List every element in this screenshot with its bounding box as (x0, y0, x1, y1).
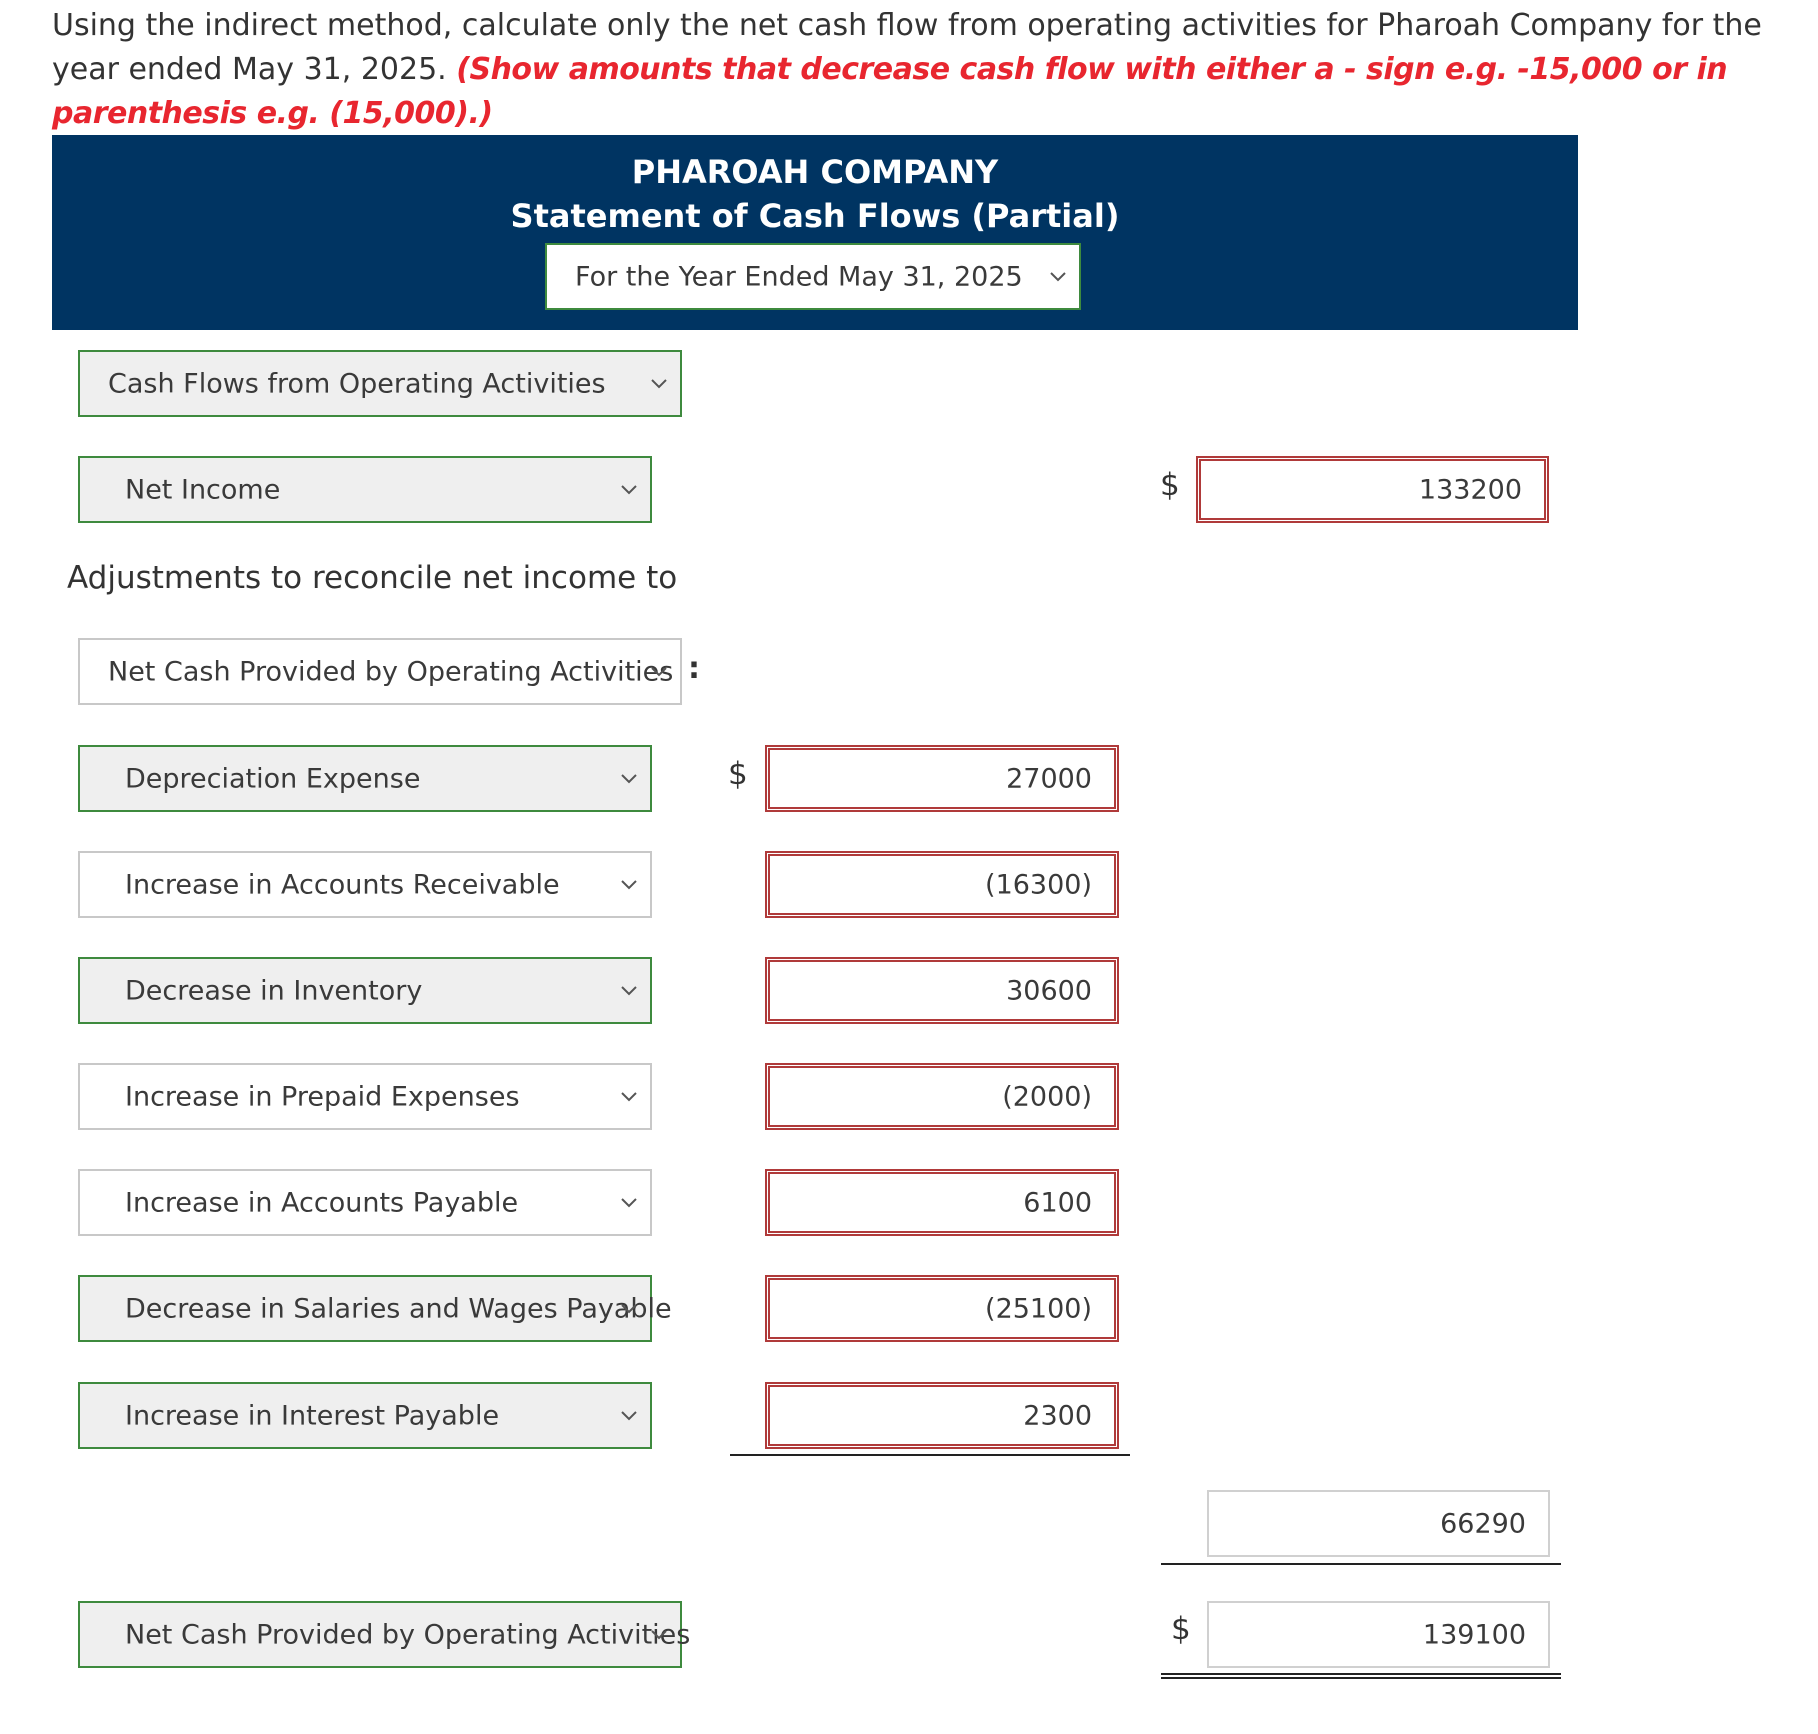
adjustment-row-3-value: 30600 (1006, 975, 1092, 1006)
question-text (52, 4, 1792, 136)
adjustment-row-6-label: Decrease in Salaries and Wages Payable (125, 1293, 672, 1324)
net-cash-label: Net Cash Provided by Operating Activities (125, 1619, 691, 1650)
net-income-label: Net Income (125, 474, 281, 505)
chevron-down-icon (620, 985, 638, 997)
section-heading-value: Cash Flows from Operating Activities (108, 368, 606, 399)
adjustment-row-5-label: Increase in Accounts Payable (125, 1187, 519, 1218)
net-income-value: 133200 (1418, 474, 1522, 505)
chevron-down-icon (620, 1303, 638, 1315)
section-heading-dropdown[interactable] (78, 350, 682, 417)
chevron-down-icon (1049, 271, 1067, 283)
chevron-down-icon (620, 484, 638, 496)
adjustment-row-6-value: (25100) (985, 1293, 1092, 1324)
net-cash-currency: $ (1171, 1611, 1191, 1647)
net-income-currency: $ (1160, 467, 1180, 503)
chevron-down-icon (620, 1091, 638, 1103)
adjustment-row-6-input[interactable] (765, 1275, 1119, 1342)
adjustment-row-3-dropdown[interactable] (78, 957, 652, 1024)
adjustments-colon: : (688, 651, 700, 686)
adjustment-row-4-value: (2000) (1002, 1081, 1092, 1112)
question-hint: (Show amounts that decrease cash flow with either a - sign e.g. -15,000 or in parenthesis e.g. (15,000).) (52, 52, 1728, 131)
adjustment-row-3-label: Decrease in Inventory (125, 975, 423, 1006)
adjustment-row-1-label: Depreciation Expense (125, 763, 421, 794)
chevron-down-icon (650, 378, 668, 390)
net-income-dropdown[interactable] (78, 456, 652, 523)
adjustments-subtotal-rule (730, 1454, 1130, 1456)
adjustment-row-5-dropdown[interactable] (78, 1169, 652, 1236)
adjustment-row-4-input[interactable] (765, 1063, 1119, 1130)
adjustment-row-5-input[interactable] (765, 1169, 1119, 1236)
adjustment-row-6-dropdown[interactable] (78, 1275, 672, 1342)
period-dropdown[interactable] (545, 243, 1081, 310)
chevron-down-icon (650, 666, 668, 678)
company-name: PHAROAH COMPANY (631, 153, 999, 191)
adjustment-row-3-input[interactable] (765, 957, 1119, 1024)
net-cash-double-rule (1161, 1673, 1561, 1679)
net-cash-input[interactable] (1207, 1601, 1550, 1668)
adjustment-row-7-label: Increase in Interest Payable (125, 1400, 500, 1431)
question-prompt: Using the indirect method, calculate only the net cash flow from operating activities for Pharoah Company for the year ended May 31, 2025. (52, 8, 1762, 87)
chevron-down-icon (620, 773, 638, 785)
adjustments-total-value: 66290 (1440, 1508, 1526, 1539)
adjustment-row-1-dropdown[interactable] (78, 745, 652, 812)
net-cash-label-dropdown[interactable] (78, 1601, 691, 1668)
adjustment-row-2-dropdown[interactable] (78, 851, 652, 918)
adjustments-currency: $ (728, 756, 748, 792)
net-cash-value: 139100 (1422, 1619, 1526, 1650)
adjustment-row-7-dropdown[interactable] (78, 1382, 652, 1449)
statement-title: Statement of Cash Flows (Partial) (510, 197, 1120, 235)
adjustments-target-value: Net Cash Provided by Operating Activities (108, 656, 674, 687)
chevron-down-icon (620, 879, 638, 891)
chevron-down-icon (620, 1197, 638, 1209)
chevron-down-icon (620, 1410, 638, 1422)
adjustment-row-2-label: Increase in Accounts Receivable (125, 869, 560, 900)
adjustments-target-dropdown[interactable] (78, 638, 682, 705)
adjustment-row-4-dropdown[interactable] (78, 1063, 652, 1130)
chevron-down-icon (650, 1629, 668, 1641)
net-income-input[interactable] (1196, 456, 1549, 523)
statement-header (52, 135, 1578, 330)
adjustment-row-2-input[interactable] (765, 851, 1119, 918)
adjustments-total-input[interactable] (1207, 1490, 1550, 1557)
adjustments-label: Adjustments to reconcile net income to (67, 560, 678, 596)
adjustment-row-5-value: 6100 (1023, 1187, 1092, 1218)
adjustment-row-1-input[interactable] (765, 745, 1119, 812)
adjustment-row-7-input[interactable] (765, 1382, 1119, 1449)
adjustment-row-7-value: 2300 (1023, 1400, 1092, 1431)
adjustment-row-1-value: 27000 (1006, 763, 1092, 794)
adjustment-row-4-label: Increase in Prepaid Expenses (125, 1081, 520, 1112)
period-dropdown-value: For the Year Ended May 31, 2025 (575, 261, 1023, 292)
adjustment-row-2-value: (16300) (985, 869, 1092, 900)
adjustments-total-rule (1161, 1563, 1561, 1565)
